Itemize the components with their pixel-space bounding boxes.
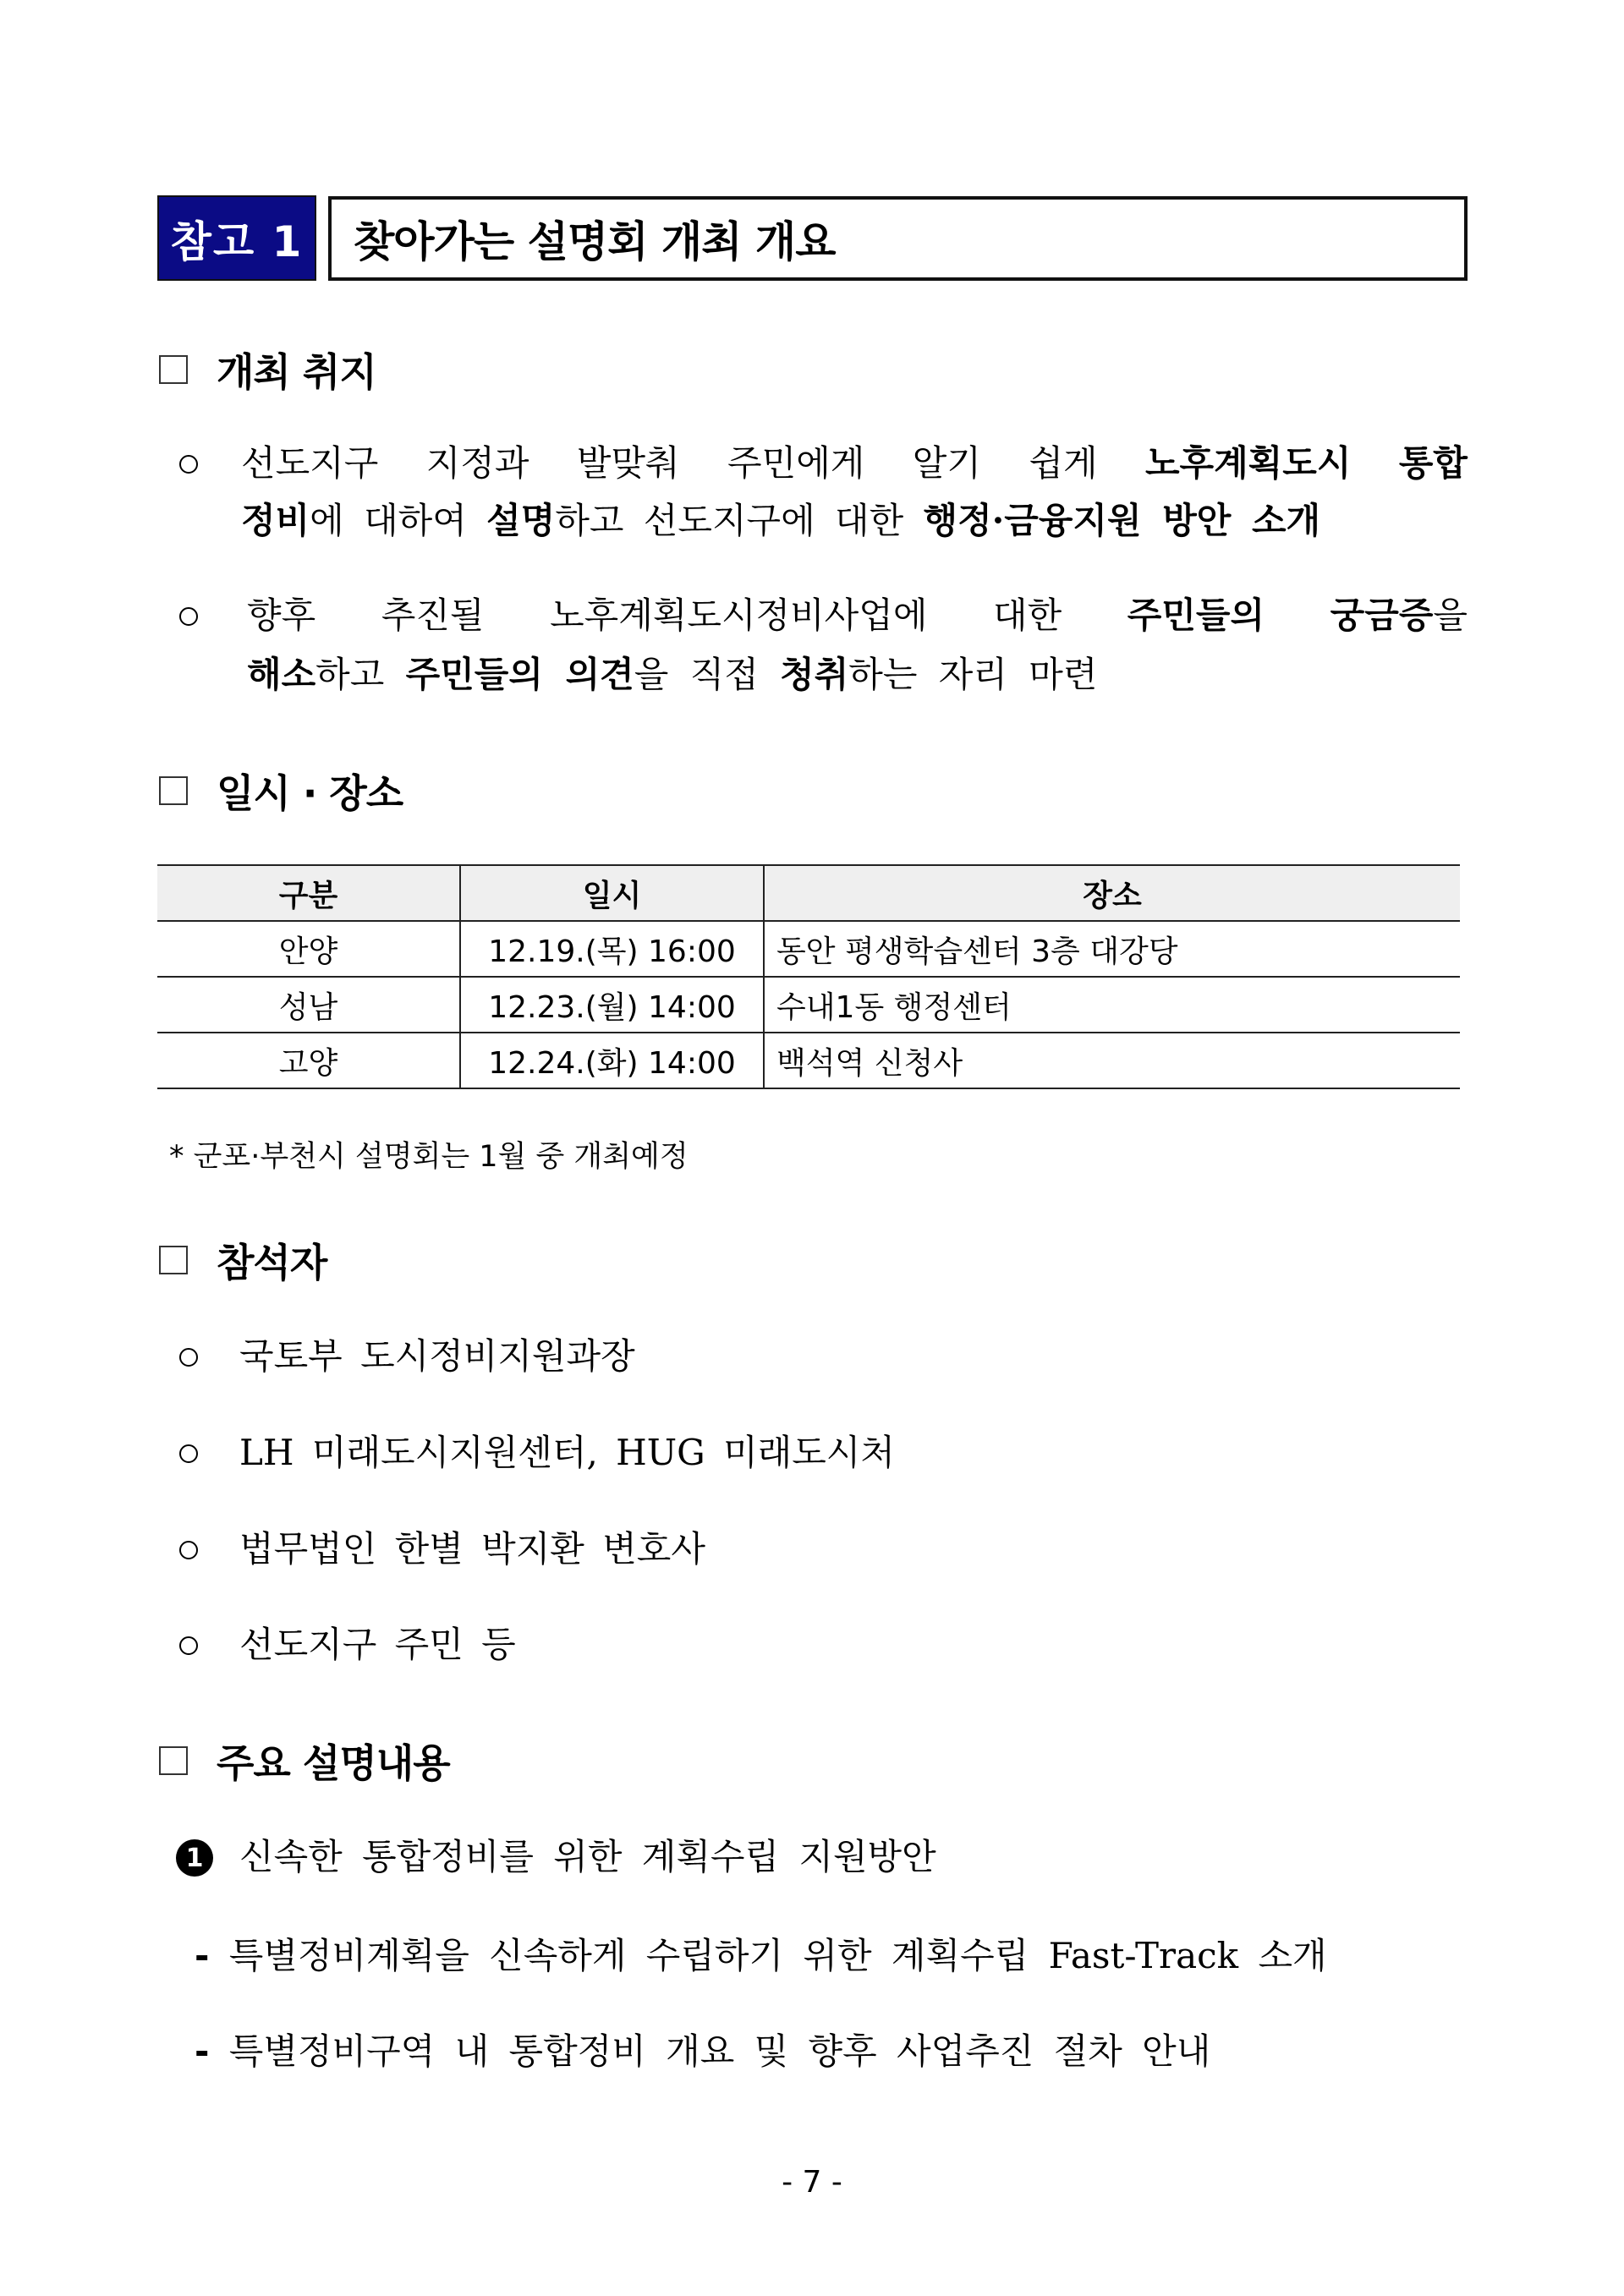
section-heading-label: 개최 취지: [217, 349, 376, 395]
circle-bullet-icon: [179, 1348, 198, 1367]
circle-bullet-icon: [179, 607, 198, 626]
square-bullet-icon: [159, 355, 188, 384]
content-subitem: [195, 2030, 1211, 2072]
dash-bullet-icon: -: [195, 2030, 210, 2072]
subitem-text: 특별정비계획을 신속하게 수립하기 위한 계획수립 Fast-Track 소개: [228, 1935, 1327, 1976]
section-heading-contents: [159, 1735, 450, 1786]
text-bold: 정비: [241, 500, 310, 541]
word: 알기: [912, 442, 981, 484]
table-row: [157, 977, 1460, 1033]
word-bold-part: 궁금증: [1330, 595, 1434, 636]
word-bold: 주민들의: [1127, 595, 1265, 636]
section-heading-schedule: [159, 765, 403, 816]
content-subitem: [195, 1935, 1327, 1976]
text-bold: 해소: [247, 654, 316, 695]
column-header-category: 구분: [157, 865, 460, 921]
purpose-item-1-line-1: [241, 442, 1468, 484]
word: 향후: [247, 595, 316, 636]
subitem-text: 특별정비구역 내 통합정비 개요 및 향후 사업추진 절차 안내: [228, 2030, 1211, 2072]
attendee-item: 선도지구 주민 등: [239, 1624, 516, 1665]
section-heading-label: 참석자: [217, 1240, 327, 1285]
section-heading-attendees: [159, 1235, 326, 1285]
purpose-item-2-line-2: [247, 654, 1468, 695]
page-number: - 7 -: [782, 2165, 842, 2200]
circle-bullet-icon: [179, 455, 198, 474]
table-row: [157, 921, 1460, 977]
word-bold: 노후계획도시: [1144, 442, 1352, 484]
column-header-venue: 장소: [764, 865, 1460, 921]
text-bold: 행정·금융지원 방안 소개: [923, 500, 1321, 541]
cell-city: 성남: [157, 977, 460, 1033]
text-bold: 청취: [780, 654, 849, 695]
content-item-title: 신속한 통합정비를 위한 계획수립 지원방안: [239, 1836, 936, 1877]
cell-city: 안양: [157, 921, 460, 977]
purpose-item-1-line-2: [241, 500, 1468, 541]
table-row: [157, 1033, 1460, 1088]
square-bullet-icon: [159, 776, 188, 805]
word: 대한: [993, 595, 1062, 636]
word: 발맞춰: [576, 442, 680, 484]
column-header-datetime: 일시: [460, 865, 764, 921]
schedule-table: [157, 864, 1460, 1089]
section-heading-purpose: [159, 344, 376, 395]
word-mixed: 궁금증을: [1330, 595, 1468, 636]
text-bold: 설명: [486, 500, 556, 541]
word: 선도지구: [241, 442, 379, 484]
word: 쉽게: [1029, 442, 1098, 484]
attendee-item: LH 미래도시지원센터, HUG 미래도시처: [239, 1432, 895, 1473]
text: 에 대하여: [310, 500, 487, 541]
cell-datetime: 12.19.(목) 16:00: [460, 921, 764, 977]
schedule-footnote: * 군포·부천시 설명회는 1월 중 개최예정: [169, 1140, 689, 1174]
text: 하고: [315, 654, 406, 695]
text: 을 직접: [634, 654, 781, 695]
word: 주민에게: [727, 442, 865, 484]
square-bullet-icon: [159, 1246, 188, 1274]
attendee-item: 국토부 도시정비지원과장: [239, 1335, 635, 1377]
circle-bullet-icon: [179, 1541, 198, 1559]
circle-bullet-icon: [179, 1444, 198, 1463]
square-bullet-icon: [159, 1746, 188, 1775]
cell-venue: 동안 평생학습센터 3층 대강당: [764, 921, 1460, 977]
attendee-item: 법무법인 한별 박지환 변호사: [239, 1528, 705, 1570]
circle-bullet-icon: [179, 1636, 198, 1655]
word: 추진될: [381, 595, 485, 636]
cell-datetime: 12.23.(월) 14:00: [460, 977, 764, 1033]
cell-city: 고양: [157, 1033, 460, 1088]
purpose-item-2-line-1: [247, 595, 1468, 636]
page-title: [328, 196, 1468, 281]
cell-venue: 백석역 신청사: [764, 1033, 1460, 1088]
dash-bullet-icon: -: [195, 1935, 210, 1976]
text-bold: 주민들의 의견: [405, 654, 634, 695]
section-heading-label: 주요 설명내용: [217, 1740, 450, 1786]
section-heading-label: 일시 · 장소: [217, 770, 403, 816]
page-title-text: 찾아가는 설명회 개최 개요: [354, 217, 836, 266]
cell-datetime: 12.24.(화) 14:00: [460, 1033, 764, 1088]
word-bold: 통합: [1398, 442, 1468, 484]
text: 하고 선도지구에 대한: [555, 500, 924, 541]
cell-venue: 수내1동 행정센터: [764, 977, 1460, 1033]
table-header-row: [157, 865, 1460, 921]
text: 하는 자리 마련: [848, 654, 1098, 695]
reference-badge: 참고 1: [157, 195, 316, 281]
word: 노후계획도시정비사업에: [550, 595, 928, 636]
word: 지정과: [425, 442, 529, 484]
numbered-circle-icon: 1: [176, 1839, 213, 1877]
